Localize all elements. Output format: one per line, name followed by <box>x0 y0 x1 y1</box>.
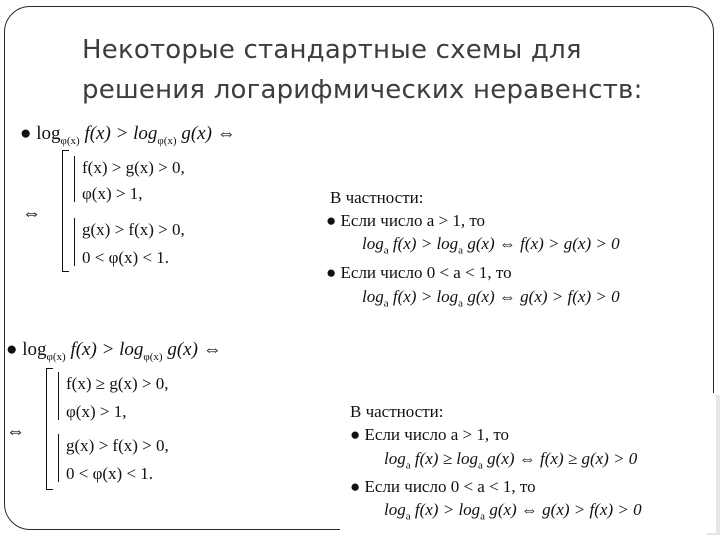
scheme2-case2-formula: $\log_a f(x) > \log_a g(x)$ ⇔ g(x) > f(x) > 0 <box>384 500 642 523</box>
scheme2-case2-label: ● Если число 0 < a < 1, то <box>350 477 536 496</box>
scheme1-sys1-line1: f(x) > g(x) > 0, <box>82 158 185 177</box>
scheme1-particular-heading: В частности: <box>330 188 424 207</box>
slide-title <box>82 30 643 110</box>
scheme2-brace-2 <box>58 434 59 482</box>
scheme2-equiv: ⇔ <box>6 421 25 442</box>
scheme1-brace-1 <box>74 156 75 202</box>
scheme2-particular-heading: В частности: <box>350 402 444 421</box>
title-line-2: решения логарифмических неравенств: <box>82 75 643 105</box>
scheme1-case1-label: ● Если число a > 1, то <box>326 211 486 230</box>
scheme1-brace-2 <box>74 218 75 266</box>
scheme2-square-bracket <box>46 368 53 490</box>
scheme2-sys1-line2: φ(x) > 1, <box>66 402 127 421</box>
scheme2-brace-1 <box>58 372 59 420</box>
scheme1-sys2-line2: 0 < φ(x) < 1. <box>82 248 170 267</box>
scheme1-case1-formula: $\log_a f(x) > \log_a g(x)$ ⇔ f(x) > g(x) > 0 <box>362 234 620 257</box>
scheme2-sys2-line2: 0 < φ(x) < 1. <box>66 464 154 483</box>
scheme1-head: ● $\log_{\varphi(x)} f(x) > \log_{\varphi(x)} g(x)$ ⇔ <box>20 123 236 147</box>
scheme2-sys2-line1: g(x) > f(x) > 0, <box>66 436 169 455</box>
scheme1-sys2-line1: g(x) > f(x) > 0, <box>82 220 185 239</box>
scheme1-case2-formula: $\log_a f(x) > \log_a g(x)$ ⇔ g(x) > f(x) > 0 <box>362 287 620 310</box>
scheme1-equiv: ⇔ <box>22 203 41 224</box>
scheme1-sys1-line2: φ(x) > 1, <box>82 184 143 203</box>
scheme2-sys1-line1: f(x) ≥ g(x) > 0, <box>66 374 169 393</box>
scheme2-case1-label: ● Если число a > 1, то <box>350 425 510 444</box>
scheme1-square-bracket <box>62 150 69 272</box>
scheme2-case1-formula: $\log_a f(x) \ge \log_a g(x)$ ⇔ f(x) ≥ g(x) > 0 <box>384 449 638 472</box>
title-line-1: Некоторые стандартные схемы для <box>82 35 582 65</box>
scheme2-head: ● $\log_{\varphi(x)} f(x) > \log_{\varphi(x)} g(x)$ ⇔ <box>6 339 222 363</box>
scheme1-case2-label: ● Если число 0 < a < 1, то <box>326 263 512 282</box>
